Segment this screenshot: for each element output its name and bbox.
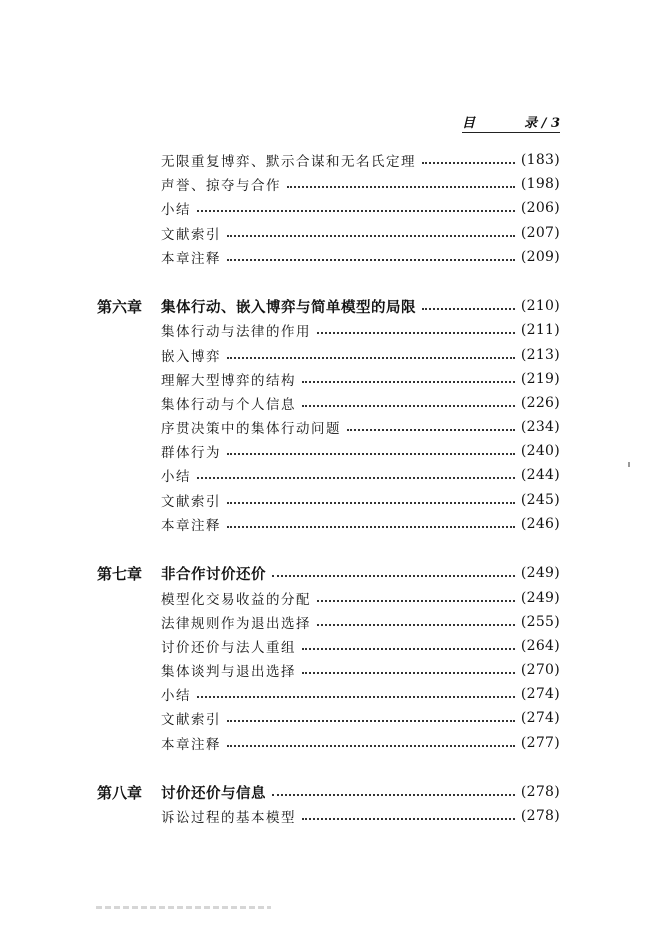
dot-leader xyxy=(227,706,515,722)
entry-title: 文献索引 xyxy=(161,494,221,510)
dot-leader xyxy=(227,343,515,359)
toc-chapter-row xyxy=(97,782,560,802)
scan-mark xyxy=(628,462,630,467)
page-number: (244) xyxy=(520,467,560,483)
page-number: (206) xyxy=(520,200,560,216)
toc-chapter-row xyxy=(97,296,560,316)
entry-title: 集体行动与法律的作用 xyxy=(161,324,311,340)
entry-title: 集体行动、嵌入博弈与简单模型的局限 xyxy=(161,298,416,316)
dot-leader xyxy=(302,658,515,674)
entry-title: 小结 xyxy=(161,688,191,704)
dot-leader xyxy=(302,391,515,407)
header-left: 目 xyxy=(462,116,476,131)
dot-leader xyxy=(317,586,515,602)
page-number: (245) xyxy=(520,492,560,508)
running-header xyxy=(462,112,560,133)
entry-title: 集体行动与个人信息 xyxy=(161,397,296,413)
page-number: (226) xyxy=(520,395,560,411)
page-number: (274) xyxy=(520,710,560,726)
page-number: (234) xyxy=(520,419,560,435)
entry-title: 讨价还价与法人重组 xyxy=(161,640,296,656)
page-number: (249) xyxy=(520,590,560,606)
page-number: (249) xyxy=(520,565,560,581)
entry-title: 本章注释 xyxy=(161,518,221,534)
entry-title: 小结 xyxy=(161,469,191,485)
entry-title: 序贯决策中的集体行动问题 xyxy=(161,421,341,437)
entry-title: 声誉、掠夺与合作 xyxy=(161,178,281,194)
toc-section-row xyxy=(161,174,560,194)
toc-section-row xyxy=(161,345,560,365)
page-number: (278) xyxy=(520,784,560,800)
entry-title: 文献索引 xyxy=(161,712,221,728)
page-number: (277) xyxy=(520,735,560,751)
dot-leader xyxy=(347,415,515,431)
page-number: (270) xyxy=(520,662,560,678)
dot-leader xyxy=(197,682,515,698)
toc-section-row xyxy=(161,708,560,728)
toc-section-row xyxy=(161,369,560,389)
chapter-label: 第八章 xyxy=(97,783,143,802)
toc-chapter-row xyxy=(97,563,560,583)
entry-title: 法律规则作为退出选择 xyxy=(161,616,311,632)
page-number: (210) xyxy=(520,298,560,314)
entry-title: 文献索引 xyxy=(161,227,221,243)
dot-leader xyxy=(227,221,515,237)
chapter-label: 第六章 xyxy=(97,297,143,316)
page-number: (240) xyxy=(520,443,560,459)
toc-section-row xyxy=(161,684,560,704)
entry-title: 模型化交易收益的分配 xyxy=(161,592,311,608)
dot-leader xyxy=(302,367,515,383)
chapter-label: 第七章 xyxy=(97,564,143,583)
dot-leader xyxy=(227,245,515,261)
entry-title: 集体谈判与退出选择 xyxy=(161,664,296,680)
toc-section-row xyxy=(161,417,560,437)
page-number: (213) xyxy=(520,347,560,363)
page-number: (198) xyxy=(520,176,560,192)
toc-section-row xyxy=(161,490,560,510)
page-number: (211) xyxy=(520,322,560,338)
dot-leader xyxy=(287,172,515,188)
entry-title: 群体行为 xyxy=(161,445,221,461)
toc-section-row xyxy=(161,441,560,461)
dot-leader xyxy=(317,610,515,626)
page-number: (219) xyxy=(520,371,560,387)
toc-section-row xyxy=(161,393,560,413)
entry-title: 讨价还价与信息 xyxy=(161,784,266,802)
page-number: (207) xyxy=(520,225,560,241)
entry-title: 本章注释 xyxy=(161,737,221,753)
toc-section-row xyxy=(161,198,560,218)
page-number: (264) xyxy=(520,638,560,654)
toc-section-row xyxy=(161,514,560,534)
toc-section-row xyxy=(161,223,560,243)
toc-section-row xyxy=(161,150,560,170)
toc-section-row xyxy=(161,660,560,680)
toc-section-row xyxy=(161,588,560,608)
entry-title: 嵌入博弈 xyxy=(161,349,221,365)
entry-title: 本章注释 xyxy=(161,251,221,267)
dot-leader xyxy=(302,804,515,820)
entry-title: 无限重复博弈、默示合谋和无名氏定理 xyxy=(161,154,416,170)
entry-title: 诉讼过程的基本模型 xyxy=(161,810,296,826)
toc-section-row xyxy=(161,636,560,656)
toc-section-row xyxy=(161,320,560,340)
entry-title: 非合作讨价还价 xyxy=(161,565,266,583)
dot-leader xyxy=(197,196,515,212)
header-right: 录 / 3 xyxy=(524,116,560,131)
dot-leader xyxy=(227,512,515,528)
page-number: (255) xyxy=(520,614,560,630)
page-number: (274) xyxy=(520,686,560,702)
dot-leader xyxy=(317,318,515,334)
toc-section-row xyxy=(161,465,560,485)
toc-section-row xyxy=(161,806,560,826)
dot-leader xyxy=(227,488,515,504)
toc-section-row xyxy=(161,247,560,267)
dot-leader xyxy=(227,731,515,747)
scan-smudge xyxy=(96,906,271,909)
page-number: (209) xyxy=(520,249,560,265)
page-number: (246) xyxy=(520,516,560,532)
dot-leader xyxy=(197,463,515,479)
dot-leader xyxy=(272,780,515,796)
toc-section-row xyxy=(161,733,560,753)
page-number: (278) xyxy=(520,808,560,824)
entry-title: 小结 xyxy=(161,202,191,218)
entry-title: 理解大型博弈的结构 xyxy=(161,373,296,389)
page-number: (183) xyxy=(520,152,560,168)
dot-leader xyxy=(422,294,515,310)
dot-leader xyxy=(302,634,515,650)
toc-section-row xyxy=(161,612,560,632)
dot-leader xyxy=(227,439,515,455)
dot-leader xyxy=(422,148,515,164)
dot-leader xyxy=(272,561,515,577)
